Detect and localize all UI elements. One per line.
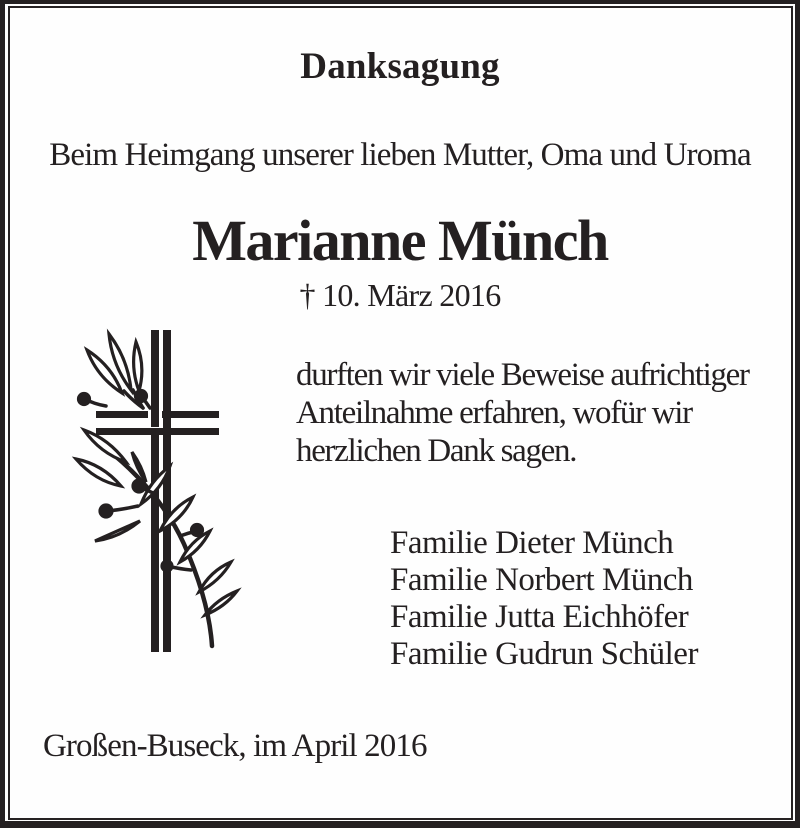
death-date: † 10. März 2016 [299,277,501,313]
thanks-line: herzlichen Dank sagen. [296,433,577,469]
notice-type-heading: Danksagung [300,46,500,87]
family-name: Familie Dieter Münch [390,525,674,561]
deceased-name: Marianne Münch [192,208,608,273]
thanks-line: Anteilnahme erfahren, wofür wir [296,395,692,431]
family-signatures [390,525,698,673]
thanks-text [296,356,749,470]
place-date-line: Großen-Buseck, im April 2016 [43,728,427,764]
family-name: Familie Gudrun Schüler [390,636,698,672]
cross-olive-branch-icon [60,320,300,660]
family-name: Familie Norbert Münch [390,562,693,598]
family-name: Familie Jutta Eichhöfer [390,599,689,635]
thanks-line: durften wir viele Beweise aufrichtiger [296,357,749,393]
intro-line: Beim Heimgang unserer lieben Mutter, Oma und Uroma [49,137,751,173]
